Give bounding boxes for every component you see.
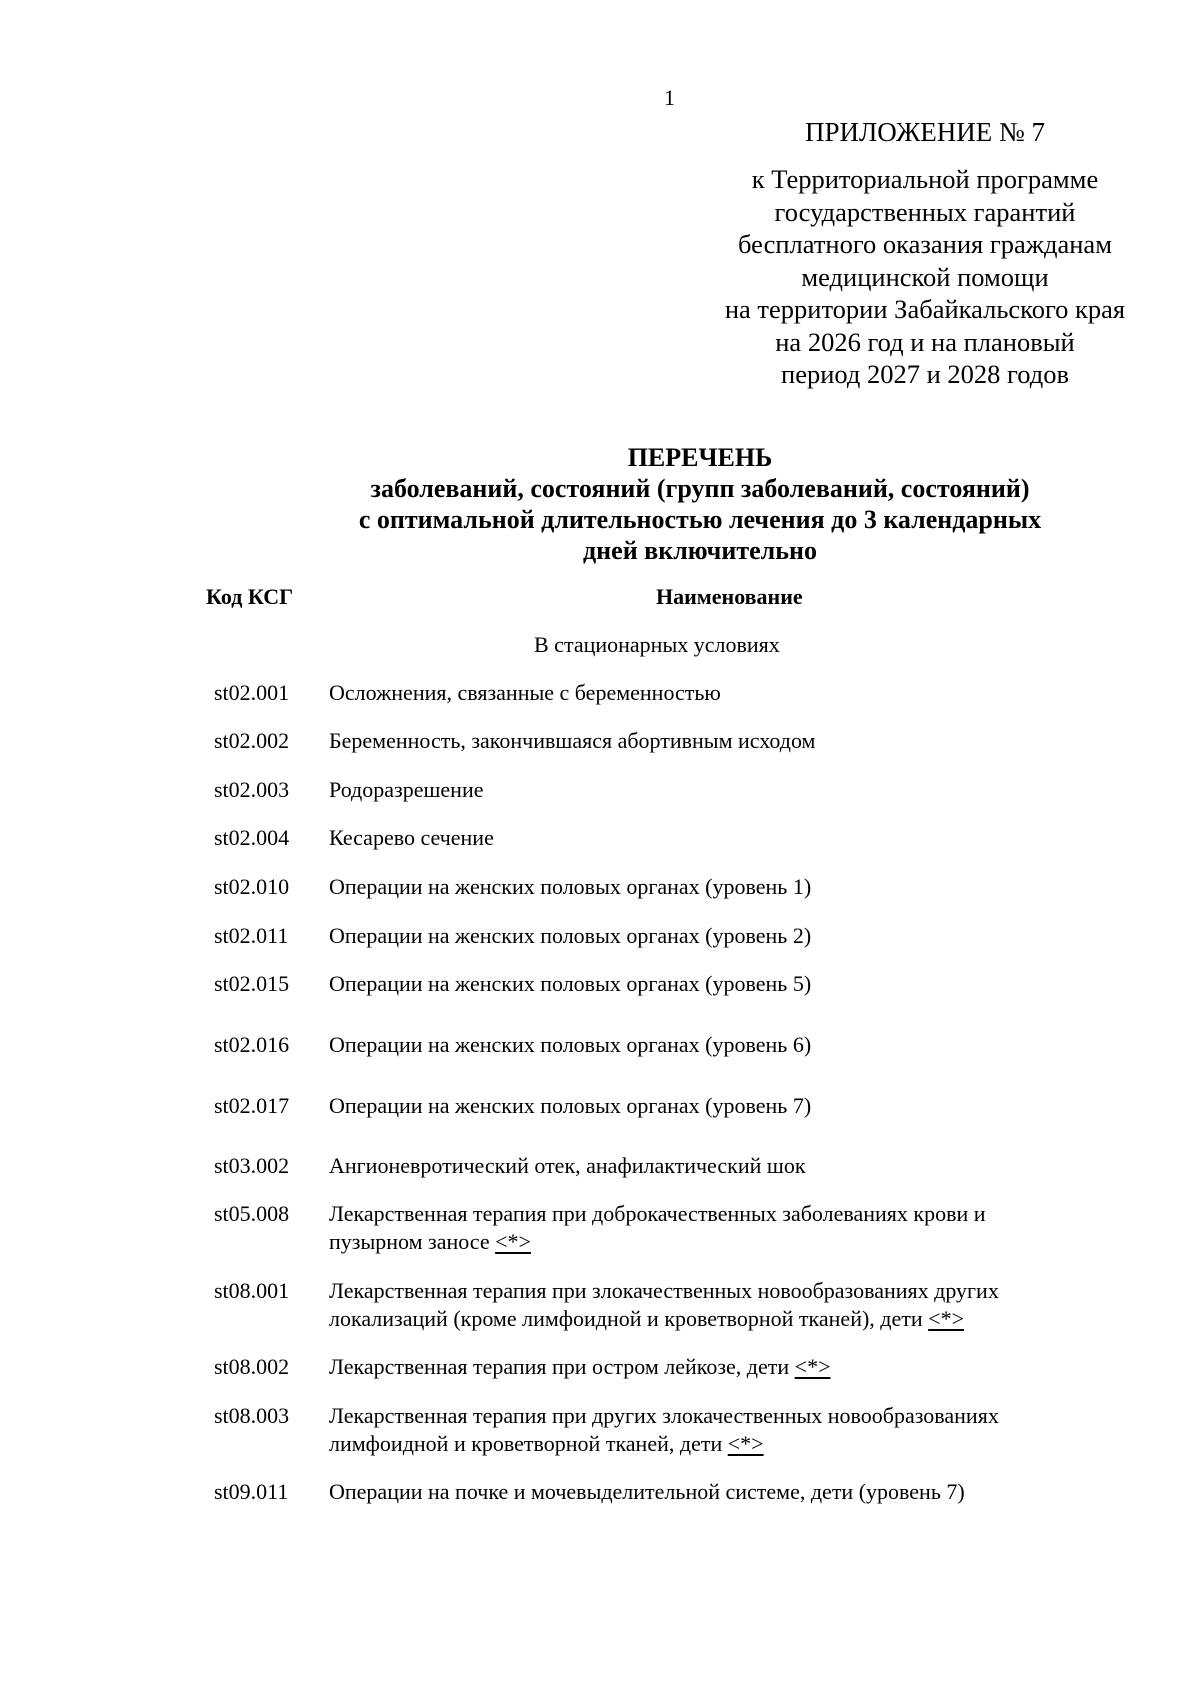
- row-code: st02.011: [214, 923, 289, 948]
- row-name-line: Лекарственная терапия при злокачественных новообразованиях других: [329, 1278, 999, 1303]
- row-name: [329, 824, 1129, 852]
- row-code: st02.010: [214, 874, 290, 899]
- row-name-line: Операции на женских половых органах (уровень 6): [329, 1032, 812, 1057]
- row-code: st03.002: [214, 1153, 290, 1178]
- row-name: [329, 1200, 1129, 1256]
- column-header-name: Наименование: [656, 584, 803, 609]
- appendix-line: на территории Забайкальского края: [724, 294, 1126, 324]
- footnote-link[interactable]: <*>: [794, 1354, 831, 1379]
- title-line: с оптимальной длительностью лечения до 3 календарных: [358, 505, 1042, 534]
- row-code: st08.001: [214, 1278, 290, 1303]
- row-name-line-text: локализаций (кроме лимфоидной и кроветворной тканей), дети: [329, 1306, 923, 1331]
- row-code: st08.003: [214, 1403, 290, 1428]
- row-name-line: [329, 1430, 1129, 1458]
- appendix-line: к Территориальной программе: [751, 164, 1099, 194]
- title-line: дней включительно: [583, 536, 817, 565]
- row-name-line: Осложнения, связанные с беременностью: [329, 680, 721, 705]
- row-name-line: [329, 1353, 1129, 1381]
- appendix-subtitle: [670, 163, 1180, 391]
- row-name-line: Операции на женских половых органах (уровень 1): [329, 874, 812, 899]
- row-name: [329, 1402, 1129, 1458]
- row-name: [329, 873, 1129, 901]
- row-name-line-text: Лекарственная терапия при остром лейкозе, дети: [329, 1354, 790, 1379]
- row-name-line: Операции на женских половых органах (уровень 7): [329, 1093, 812, 1118]
- page-number: 1: [664, 85, 675, 110]
- row-name-line-text: лимфоидной и кроветворной тканей, дети: [329, 1431, 723, 1456]
- row-name-line: Лекарственная терапия при доброкачественных заболеваниях крови и: [329, 1201, 986, 1226]
- column-header-code: Код КСГ: [206, 584, 294, 609]
- row-code: st02.017: [214, 1093, 290, 1118]
- appendix-line: бесплатного оказания гражданам: [738, 229, 1112, 259]
- row-name: [329, 1277, 1129, 1333]
- row-name: [329, 1353, 1129, 1381]
- title-line: заболеваний, состояний (групп заболеваний, состояний): [370, 474, 1030, 503]
- appendix-line: медицинской помощи: [801, 261, 1049, 292]
- row-name-line: Беременность, закончившаяся абортивным исходом: [329, 728, 816, 753]
- footnote-link[interactable]: <*>: [495, 1229, 531, 1254]
- row-name-line-text: пузырном заносе: [329, 1229, 490, 1254]
- row-code: st02.002: [214, 728, 290, 753]
- row-code: st02.015: [214, 971, 290, 996]
- row-code: st08.002: [214, 1354, 290, 1379]
- row-name: [329, 776, 1129, 804]
- appendix-line: на 2026 год и на плановый: [775, 326, 1075, 357]
- row-name: [329, 922, 1129, 950]
- row-name: [329, 727, 1129, 755]
- row-name: [329, 679, 1129, 707]
- row-code: st02.016: [214, 1032, 290, 1057]
- appendix-line: государственных гарантий: [774, 196, 1076, 227]
- row-name-line: Операции на женских половых органах (уровень 2): [329, 923, 812, 948]
- row-name-line: Операции на женских половых органах (уровень 5): [329, 971, 812, 996]
- document-title: [240, 442, 1160, 566]
- row-name-line: Лекарственная терапия при других злокачественных новообразованиях: [329, 1403, 999, 1428]
- row-name: [329, 970, 1129, 998]
- footnote-link[interactable]: <*>: [727, 1431, 764, 1456]
- row-code: st05.008: [214, 1201, 290, 1226]
- row-code: st09.011: [214, 1479, 289, 1504]
- row-name-line: Ангионевротический отек, анафилактический шок: [329, 1153, 806, 1178]
- footnote-link[interactable]: <*>: [928, 1306, 964, 1331]
- row-code: st02.003: [214, 777, 290, 802]
- row-name-line: Операции на почке и мочевыделительной системе, дети (уровень 7): [329, 1479, 965, 1504]
- row-name: [329, 1031, 1129, 1059]
- section-label: В стационарных условиях: [534, 632, 780, 657]
- appendix-line: период 2027 и 2028 годов: [781, 359, 1069, 389]
- row-name: [329, 1092, 1129, 1120]
- row-code: st02.004: [214, 825, 290, 850]
- row-name-line: Кесарево сечение: [329, 825, 494, 850]
- title-heading: ПЕРЕЧЕНЬ: [627, 443, 773, 472]
- row-name-line: Родоразрешение: [329, 777, 484, 802]
- appendix-title: ПРИЛОЖЕНИЕ № 7: [804, 117, 1046, 147]
- row-name: [329, 1478, 1129, 1506]
- row-name-line: [329, 1228, 1129, 1256]
- row-code: st02.001: [214, 680, 290, 705]
- row-name-line: [329, 1305, 1129, 1333]
- row-name: [329, 1152, 1129, 1180]
